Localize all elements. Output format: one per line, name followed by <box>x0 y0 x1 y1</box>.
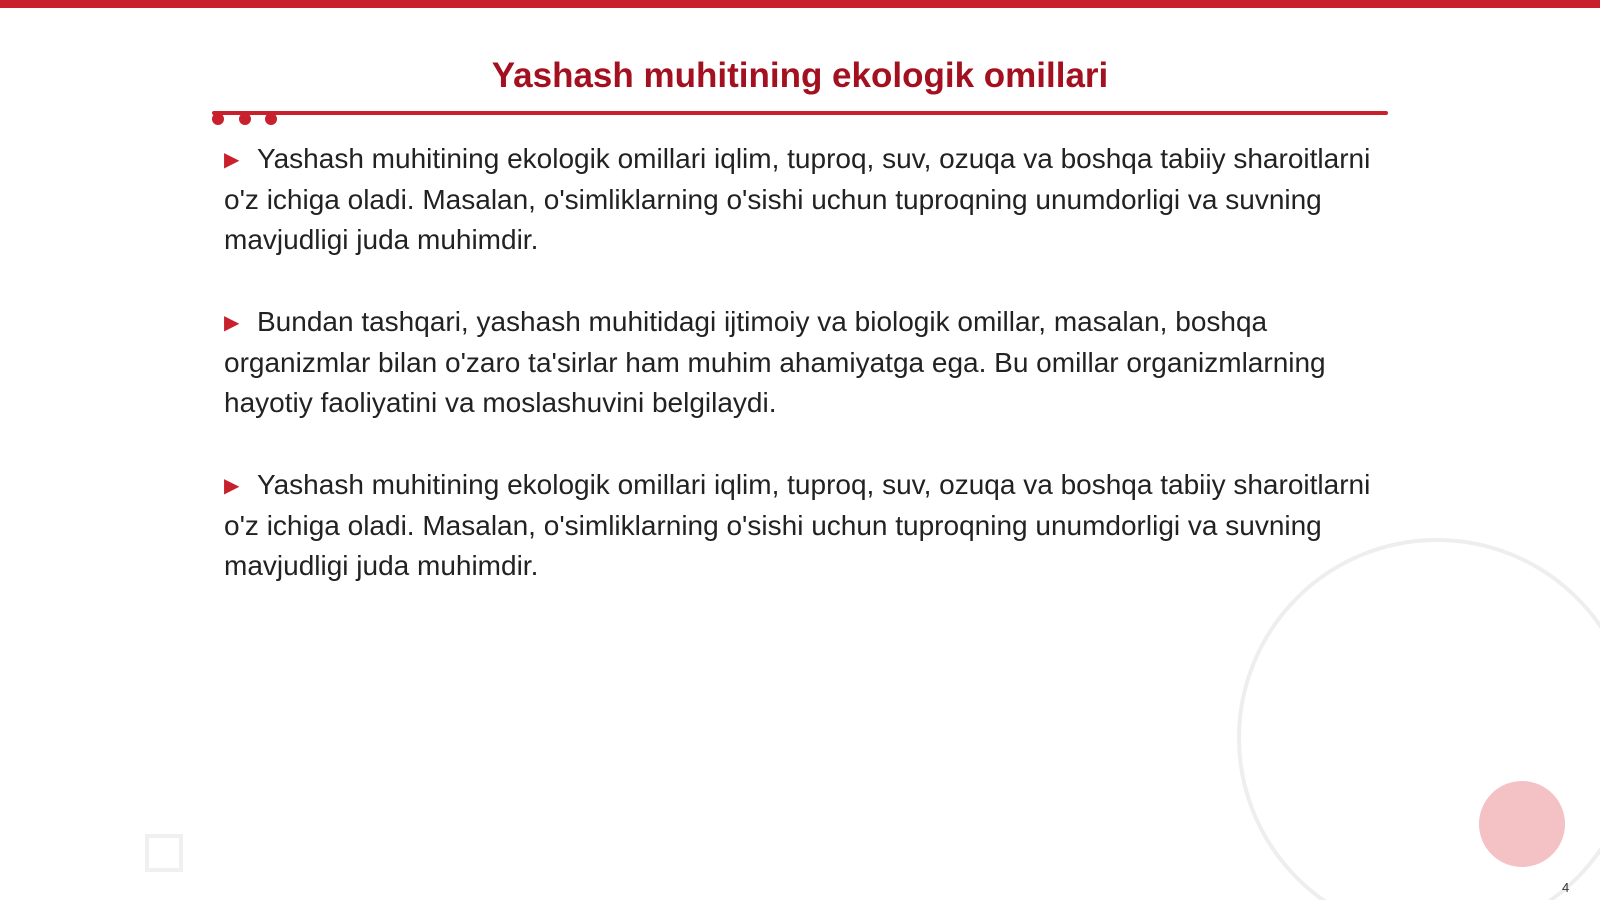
decor-dot-2 <box>239 113 251 125</box>
paragraph-text: Yashash muhitining ekologik omillari iqlim, tuproq, suv, ozuqa va boshqa tabiiy sharoitlarni o'z ichiga oladi. Masalan, o'simliklarning o'sishi uchun tuproqning unumdorligi va suvning mavjudligi juda muhimdir. <box>224 143 1371 255</box>
title-underline <box>212 111 1388 115</box>
paragraph-text: Bundan tashqari, yashash muhitidagi ijtimoiy va biologik omillar, masalan, boshqa organizmlar bilan o'zaro ta'sirlar ham muhim ahamiyatga ega. Bu omillar organizmlarning hayotiy faoliyatini va moslashuvini belgilaydi. <box>224 306 1326 418</box>
slide-body <box>224 139 1374 628</box>
bullet-arrow-icon: ▶ <box>224 475 240 497</box>
slide-title: Yashash muhitining ekologik omillari <box>491 56 1109 95</box>
bullet-paragraph-2 <box>224 302 1374 423</box>
decor-dot-1 <box>212 113 224 125</box>
paragraph-text: Yashash muhitining ekologik omillari iqlim, tuproq, suv, ozuqa va boshqa tabiiy sharoitlarni o'z ichiga oladi. Masalan, o'simliklarning o'sishi uchun tuproqning unumdorligi va suvning mavjudligi juda muhimdir. <box>224 469 1371 581</box>
bullet-paragraph-3 <box>224 465 1374 586</box>
page-number: 4 <box>1562 880 1570 895</box>
bullet-arrow-icon: ▶ <box>224 312 240 334</box>
decor-outline-square <box>145 834 183 872</box>
bullet-paragraph-1 <box>224 139 1374 260</box>
decor-pink-circle <box>1479 781 1565 867</box>
top-accent-bar <box>0 0 1600 8</box>
decor-dot-3 <box>265 113 277 125</box>
bullet-arrow-icon: ▶ <box>224 149 240 171</box>
